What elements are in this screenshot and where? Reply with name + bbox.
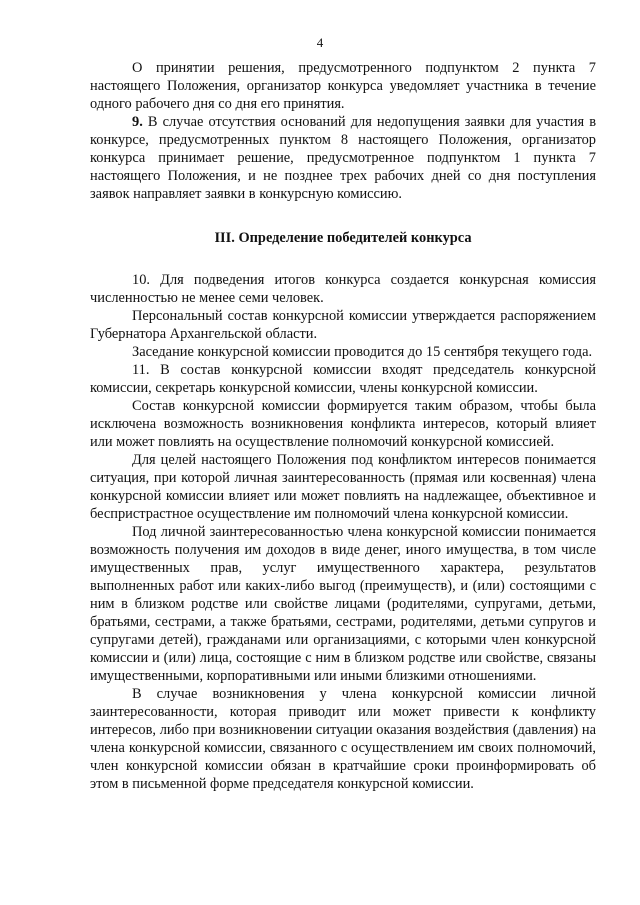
paragraph: В случае возникновения у члена конкурсной комиссии личной заинтересованности, которая приводит или может привести к конфликту интересов, либо при возникновении ситуации оказания воздействия (давления) на члена конкурсной комиссии, связанного с осуществлением им своих полномочий, член конкурсной комиссии обязан в кратчайшие сроки проинформировать об этом в письменной форме председателя конкурсной комиссии.: [90, 686, 596, 792]
paragraph: Под личной заинтересованностью члена конкурсной комиссии понимается возможность получения им доходов в виде денег, иного имущества, в том числе имущественных прав, услуг имущественного характера, результатов выполненных работ или каких-либо выгод (преимуществ), и (или) состоящими с ним в близком родстве или свойстве лицами (родителями, супругами, детьми, братьями, сестрами, а также братьями, сестрами, родителями, детьми супругов и супругами детей), гражданами или организациями, с которыми член конкурсной комиссии и (или) лица, состоящие с ним в близком родстве или свойстве, связаны имущественными, корпоративными или иными близкими отношениями.: [90, 524, 596, 684]
paragraph: 10. Для подведения итогов конкурса создается конкурсная комиссия численностью не менее семи человек.: [90, 272, 596, 306]
paragraph-text: В случае отсутствия оснований для недопущения заявки для участия в конкурсе, предусмотренных пунктом 8 настоящего Положения, организатор конкурса принимает решение, предусмотренное подпунктом 1 пункта 7 настоящего Положения, и не позднее трех рабочих дней со дня поступления заявок направляет заявки в конкурсную комиссию.: [90, 114, 596, 202]
page-number: 4: [316, 35, 324, 50]
paragraph: О принятии решения, предусмотренного подпунктом 2 пункта 7 настоящего Положения, организатор конкурса уведомляет участника в течение одного рабочего дня со дня его принятия.: [90, 60, 596, 112]
paragraph: Персональный состав конкурсной комиссии утверждается распоряжением Губернатора Архангельской области.: [90, 308, 596, 342]
paragraph: Для целей настоящего Положения под конфликтом интересов понимается ситуация, при которой личная заинтересованность (прямая или косвенная) члена конкурсной комиссии влияет или может повлиять на надлежащее, объективное и беспристрастное осуществление им полномочий члена конкурсной комиссии.: [90, 452, 596, 522]
document-body: [90, 59, 596, 793]
paragraph: 11. В состав конкурсной комиссии входят председатель конкурсной комиссии, секретарь конкурсной комиссии, члены конкурсной комиссии.: [90, 362, 596, 396]
paragraph-item-9: [90, 113, 596, 203]
paragraph: Заседание конкурсной комиссии проводится до 15 сентября текущего года.: [132, 344, 593, 360]
paragraph: Состав конкурсной комиссии формируется таким образом, чтобы была исключена возможность возникновения конфликта интересов, который влияет или может повлиять на осуществление полномочий конкурсной комиссией.: [90, 398, 596, 450]
item-number: 9.: [132, 114, 143, 130]
section-heading: III. Определение победителей конкурса: [214, 230, 472, 246]
